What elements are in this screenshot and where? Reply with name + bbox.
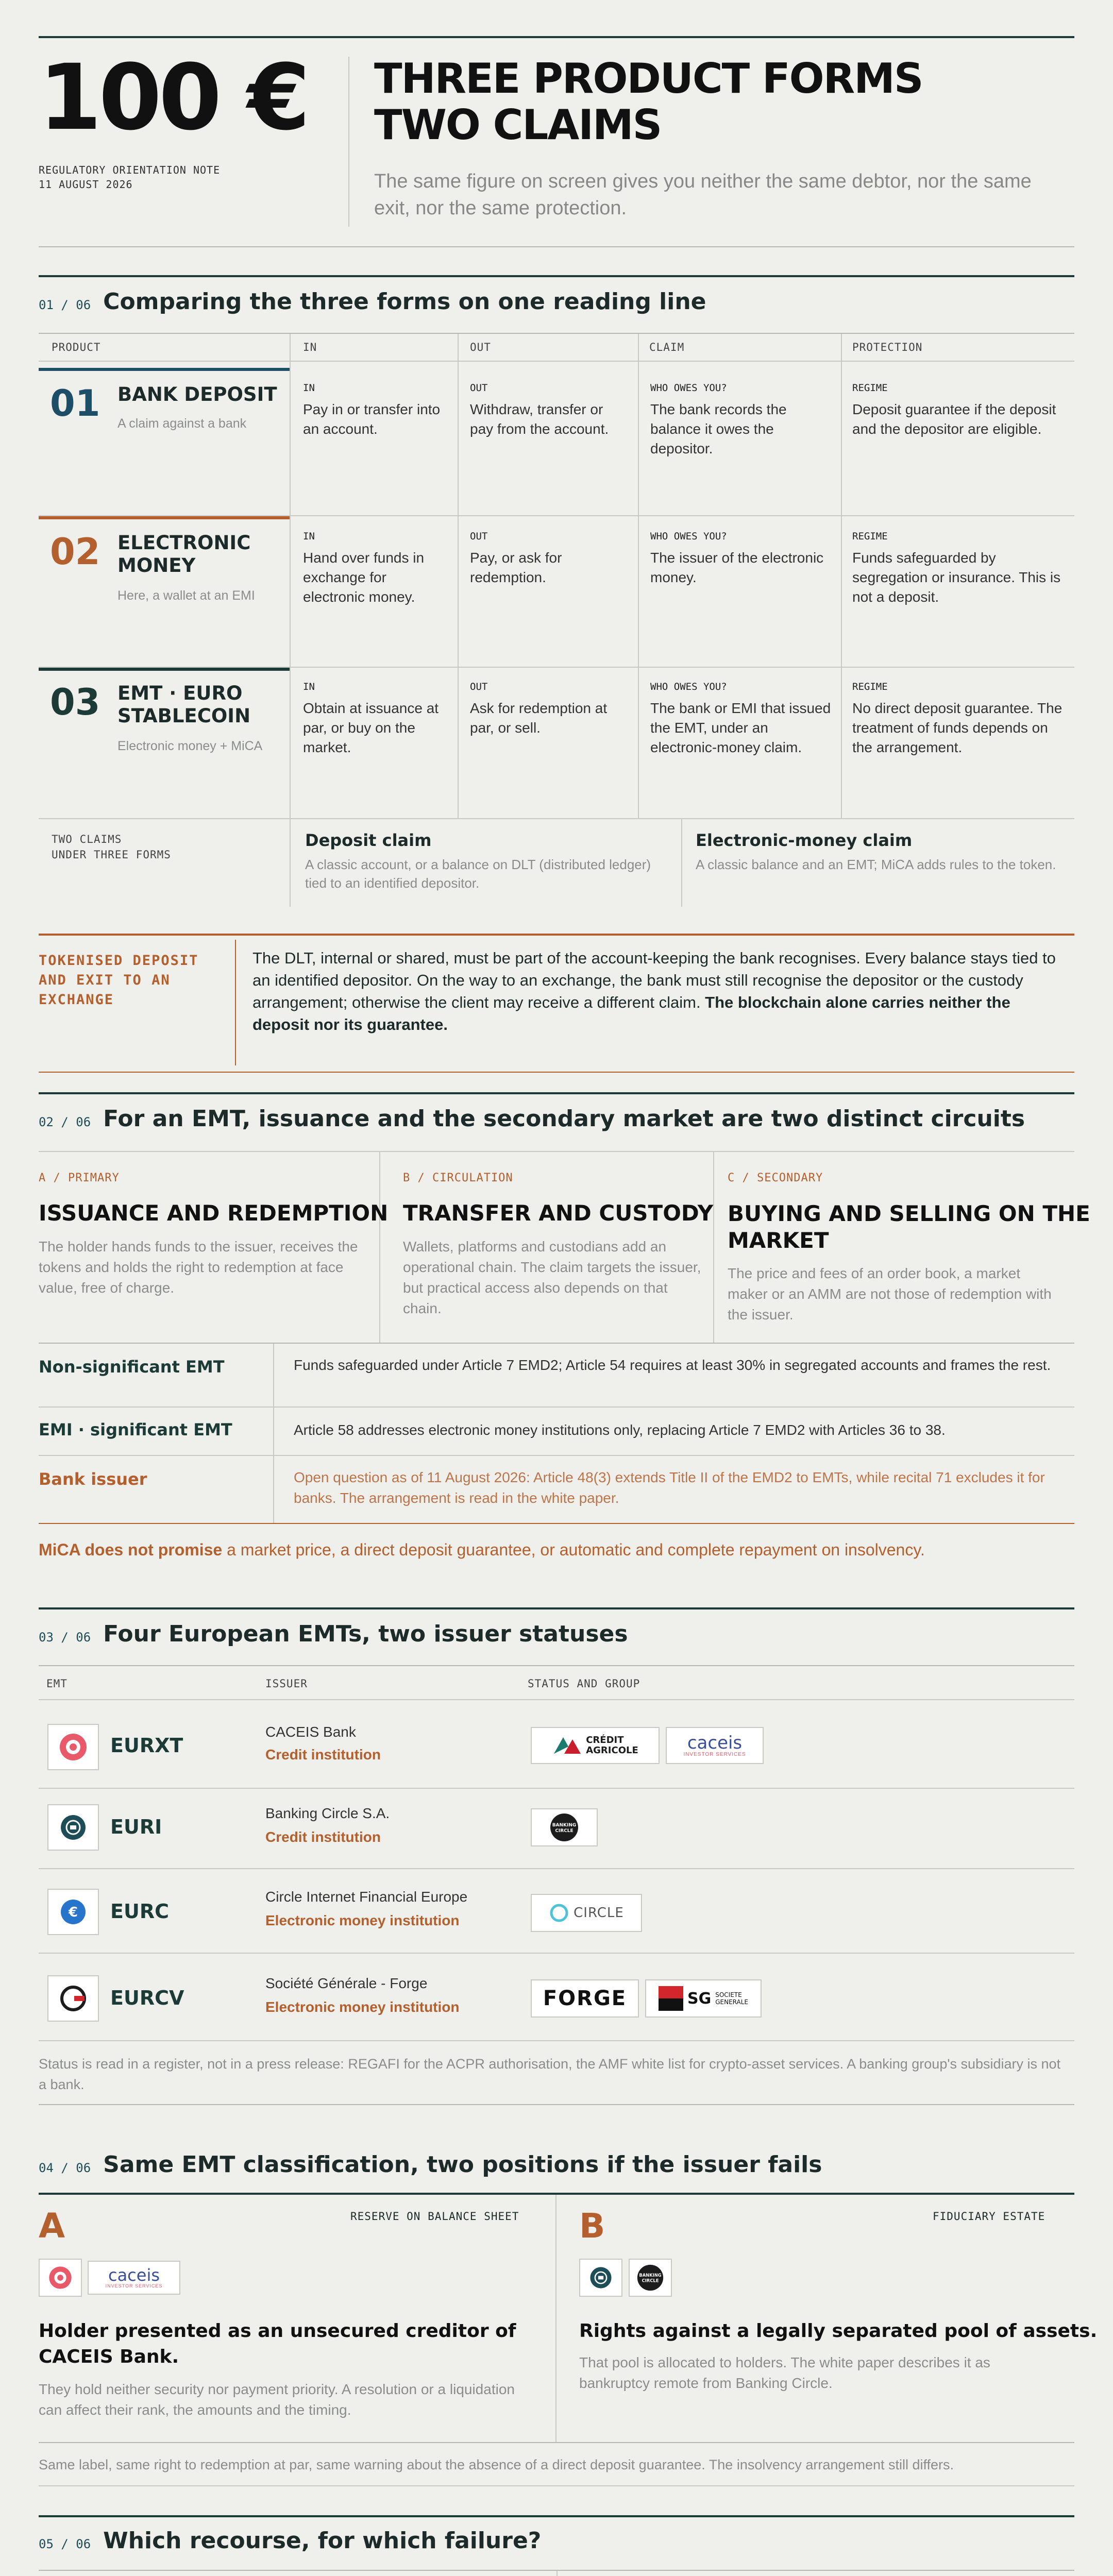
- caceis-sub: INVESTOR SERVICES: [683, 1751, 746, 1757]
- s4-b-title: Rights against a legally separated pool of assets.: [579, 2320, 1098, 2342]
- eurxt-icon: [47, 1724, 99, 1770]
- row2-claim: The issuer of the electronic money.: [650, 550, 824, 585]
- s4-caceis-logo: [88, 2261, 180, 2295]
- row2-in: Hand over funds in exchange for electronic money.: [303, 550, 425, 605]
- header-subtitle: The same figure on screen gives you neither the same debtor, nor the same exit, nor the same protection.: [374, 171, 1032, 219]
- s2-col-c-title2: MARKET: [728, 1228, 829, 1253]
- credit-agricole-logo: [531, 1727, 660, 1764]
- eurcv-issuer: Société Générale - Forge: [265, 1975, 428, 1991]
- s3-note: Status is read in a register, not in a press release: REGAFI for the ACPR authorisation, the AMF white list for crypto-asset services. A banking group's subsidiary is not a bank.: [39, 2056, 1061, 2092]
- eurxt-issuer: CACEIS Bank: [265, 1724, 356, 1740]
- row1-prot: Deposit guarantee if the deposit and the depositor are eligible.: [852, 401, 1056, 437]
- row2-prot-label: REGIME: [852, 531, 888, 542]
- header-bottom-rule: [39, 246, 1074, 247]
- s3-col-issuer: ISSUER: [265, 1677, 308, 1690]
- s2-mica-text: a market price, a direct deposit guarantee, or automatic and complete repayment on insolvency.: [222, 1540, 925, 1559]
- s2-number: 02 / 06: [39, 1115, 91, 1129]
- s2-col-c-text: The price and fees of an order book, a market maker or an AMM are not those of redemption with the issuer.: [728, 1265, 1052, 1323]
- row1-claim-label: WHO OWES YOU?: [650, 382, 727, 394]
- big-value: 100 €: [39, 45, 308, 150]
- row2-sub: Here, a wallet at an EMI: [117, 588, 255, 603]
- row2-claim-label: WHO OWES YOU?: [650, 531, 727, 542]
- claim-a-title: Deposit claim: [305, 831, 432, 850]
- s5-heading: [39, 2528, 541, 2554]
- societe-generale-logo: [645, 1979, 762, 2018]
- callout-bold: The blockchain alone carries neither the deposit nor its guarantee.: [252, 993, 1010, 1033]
- row2-out: Pay, or ask for redemption.: [470, 550, 562, 585]
- s2-col-c-title1: BUYING AND SELLING ON THE: [728, 1201, 1090, 1226]
- s4-banking-circle-word1: BANKING: [639, 2273, 662, 2278]
- euri-ticker: EURI: [110, 1816, 162, 1838]
- eurxt-status: Credit institution: [265, 1747, 381, 1762]
- row3-prot-label: REGIME: [852, 681, 888, 692]
- forge-logo: [531, 1979, 639, 2018]
- s4-caceis-sub: INVESTOR SERVICES: [105, 2283, 163, 2289]
- col-in: IN: [303, 341, 317, 353]
- col-protection: PROTECTION: [852, 341, 923, 353]
- col-product: PRODUCT: [52, 341, 101, 353]
- row3-name1: EMT · EURO: [117, 682, 243, 704]
- s2-col-b-title: TRANSFER AND CUSTODY: [403, 1200, 714, 1226]
- s4-title: Same EMT classification, two positions if the issuer fails: [103, 2151, 822, 2178]
- row2-name1: ELECTRONIC: [117, 532, 251, 554]
- row3-out: Ask for redemption at par, or sell.: [470, 700, 608, 736]
- s4-note: Same label, same right to redemption at par, same warning about the absence of a direct deposit guarantee. The insolvency arrangement still differs.: [39, 2457, 954, 2472]
- euri-icon: [47, 1804, 99, 1851]
- euri-issuer: Banking Circle S.A.: [265, 1805, 390, 1821]
- sg-word2: GENERALE: [715, 1998, 748, 2006]
- s4-caceis-word: caceis: [108, 2265, 160, 2285]
- row3-claim-label: WHO OWES YOU?: [650, 681, 727, 692]
- s4-banking-circle-logo: [629, 2259, 672, 2297]
- s4-b-text: That pool is allocated to holders. The white paper describes it as bankruptcy remote from Banking Circle.: [579, 2354, 990, 2391]
- s2-row2-text: Article 58 addresses electronic money institutions only, replacing Article 7 EMD2 with Articles 36 to 38.: [294, 1422, 946, 1438]
- s4-rule: [39, 2193, 1074, 2195]
- row1-claim: The bank records the balance it owes the depositor.: [650, 401, 787, 456]
- eurc-status: Electronic money institution: [265, 1912, 460, 1928]
- s4-banking-circle-word2: CIRCLE: [642, 2278, 659, 2283]
- s4-a-letter: A: [39, 2206, 65, 2246]
- s4-a-tag: RESERVE ON BALANCE SHEET: [350, 2210, 519, 2223]
- eurc-icon: [47, 1889, 99, 1935]
- row1-prot-label: REGIME: [852, 382, 888, 394]
- s3-title: Four European EMTs, two issuer statuses: [103, 1621, 628, 1647]
- s2-heading: [39, 1106, 1025, 1132]
- s4-heading: [39, 2151, 822, 2178]
- s2-row3-text: Open question as of 11 August 2026: Article 48(3) extends Title II of the EMD2 to EMTs, while recital 71 excludes it for banks. The arrangement is read in the white paper.: [294, 1469, 1045, 1506]
- row2-out-label: OUT: [470, 531, 488, 542]
- s1-table-top: [39, 333, 1074, 334]
- banking-circle-logo: [531, 1808, 598, 1846]
- s4-a-title1: Holder presented as an unsecured creditor of: [39, 2320, 516, 2342]
- s1-number: 01 / 06: [39, 298, 91, 312]
- header-title-line1: THREE PRODUCT FORMS: [374, 55, 923, 103]
- credit-agricole-word1: CRÉDIT: [586, 1735, 624, 1745]
- row3-claim: The bank or EMI that issued the EMT, under an electronic-money claim.: [650, 700, 831, 755]
- row1-out: Withdraw, transfer or pay from the account.: [470, 401, 609, 437]
- callout-rule: [39, 934, 1074, 936]
- s2-col-a-tag: A / PRIMARY: [39, 1172, 120, 1184]
- row3-num: 03: [50, 681, 100, 723]
- eurcv-icon: [47, 1975, 99, 2022]
- svg-text:€: €: [68, 1905, 78, 1920]
- s4-b-letter: B: [579, 2206, 605, 2246]
- s2-row1-label: Non-significant EMT: [39, 1357, 225, 1377]
- s2-col-a-title: ISSUANCE AND REDEMPTION: [39, 1200, 389, 1226]
- row2-prot: Funds safeguarded by segregation or insurance. This is not a deposit.: [852, 550, 1061, 605]
- s5-number: 05 / 06: [39, 2537, 91, 2551]
- caceis-logo: [666, 1727, 764, 1764]
- header-date: 11 AUGUST 2026: [39, 178, 133, 191]
- s1-heading: [39, 289, 706, 315]
- row1-in-label: IN: [303, 382, 315, 394]
- row3-in-label: IN: [303, 681, 315, 692]
- row1-sub: A claim against a bank: [117, 416, 247, 431]
- s4-a-text: They hold neither security nor payment priority. A resolution or a liquidation can affect their rank, the amounts and the timing.: [39, 2381, 515, 2418]
- s4-caceis-icon: [39, 2259, 82, 2297]
- s3-rule: [39, 1607, 1074, 1609]
- eurcv-ticker: EURCV: [110, 1987, 184, 2009]
- sg-word1: SOCIETE: [715, 1991, 742, 1998]
- header-title-line2: TWO CLAIMS: [374, 101, 662, 149]
- s2-mica: [39, 1540, 925, 1560]
- s3-number: 03 / 06: [39, 1630, 91, 1645]
- s1-head-bottom: [39, 361, 1074, 362]
- note-label: REGULATORY ORIENTATION NOTE: [39, 164, 221, 176]
- callout-bottom: [39, 1072, 1074, 1073]
- s2-row3-label: Bank issuer: [39, 1469, 147, 1489]
- row2-name2: MONEY: [117, 554, 196, 577]
- s2-title: For an EMT, issuance and the secondary market are two distinct circuits: [103, 1106, 1025, 1132]
- s2-mica-bold: MiCA does not promise: [39, 1540, 223, 1559]
- col-out: OUT: [470, 341, 491, 353]
- s4-b-tag: FIDUCIARY ESTATE: [933, 2210, 1045, 2223]
- eurxt-ticker: EURXT: [110, 1734, 183, 1757]
- s1-title: Comparing the three forms on one reading line: [103, 289, 706, 315]
- row1-out-label: OUT: [470, 382, 488, 394]
- eurcv-status: Electronic money institution: [265, 1999, 460, 2015]
- circle-logo: [531, 1894, 642, 1932]
- callout-label: TOKENISED DEPOSIT AND EXIT TO AN EXCHANGE: [39, 953, 199, 1008]
- row3-prot: No direct deposit guarantee. The treatment of funds depends on the arrangement.: [852, 700, 1063, 755]
- s2-row1-text: Funds safeguarded under Article 7 EMD2; Article 54 requires at least 30% in segregated accounts and frames the rest.: [294, 1357, 1051, 1373]
- callout-text: [252, 947, 1067, 1036]
- row1-in: Pay in or transfer into an account.: [303, 401, 441, 437]
- eurc-issuer: Circle Internet Financial Europe: [265, 1889, 468, 1905]
- col-claim: CLAIM: [649, 341, 685, 353]
- row1-num: 01: [50, 382, 100, 425]
- top-rule: [39, 36, 1074, 38]
- forge-word: FORGE: [543, 1987, 627, 2010]
- row3-name2: STABLECOIN: [117, 705, 251, 727]
- s4-number: 04 / 06: [39, 2161, 91, 2175]
- callout-body: The DLT, internal or shared, must be part of the account-keeping the bank recognises. Every balance stays tied to an identified depositor. On the way to an exchange, the bank must still recognise the depositor or the custody arrangement; otherwise the client may receive a different claim.: [252, 949, 1056, 1011]
- row1-name: BANK DEPOSIT: [117, 383, 277, 405]
- caceis-word: caceis: [687, 1732, 743, 1753]
- circle-word: CIRCLE: [574, 1905, 624, 1921]
- s2-col-b-tag: B / CIRCULATION: [403, 1172, 513, 1184]
- s4-a-title2: CACEIS Bank.: [39, 2346, 179, 2367]
- row3-in: Obtain at issuance at par, or buy on the market.: [303, 700, 439, 755]
- row1-bar: [39, 368, 290, 371]
- banking-circle-word1: BANKING: [552, 1823, 577, 1828]
- row3-out-label: OUT: [470, 681, 488, 692]
- row2-bar: [39, 516, 290, 519]
- s2-col-a-text: The holder hands funds to the issuer, receives the tokens and holds the right to redemption at face value, free of charge.: [39, 1239, 358, 1296]
- claim-a-text: A classic account, or a balance on DLT (distributed ledger) tied to an identified depositor.: [305, 857, 651, 891]
- s2-col-c-tag: C / SECONDARY: [728, 1172, 823, 1184]
- row3-bar: [39, 668, 290, 671]
- callout-divider: [235, 940, 236, 1065]
- s5-title: Which recourse, for which failure?: [103, 2528, 542, 2554]
- claims-label-2: UNDER THREE FORMS: [52, 849, 171, 861]
- banking-circle-word2: CIRCLE: [555, 1828, 574, 1834]
- row2-in-label: IN: [303, 531, 315, 542]
- credit-agricole-word2: AGRICOLE: [586, 1745, 638, 1756]
- s3-col-emt: EMT: [46, 1677, 68, 1690]
- s2-col-b-text: Wallets, platforms and custodians add an operational chain. The claim targets the issuer, but practical access also depends on that chain.: [403, 1239, 701, 1316]
- claim-b-title: Electronic-money claim: [696, 831, 913, 850]
- claim-b-text: A classic balance and an EMT; MiCA adds rules to the token.: [696, 857, 1056, 872]
- header-divider: [348, 57, 349, 227]
- row2-num: 02: [50, 531, 100, 573]
- s5-rule: [39, 2515, 1074, 2517]
- sg-word: SG: [687, 1989, 712, 2008]
- s3-heading: [39, 1621, 628, 1647]
- eurc-ticker: EURC: [110, 1900, 169, 1923]
- euri-status: Credit institution: [265, 1829, 381, 1845]
- row3-sub: Electronic money + MiCA: [117, 739, 263, 753]
- s2-row2-label: EMI · significant EMT: [39, 1420, 232, 1439]
- s4-euri-icon: [579, 2259, 622, 2297]
- claims-label-1: TWO CLAIMS: [52, 833, 122, 845]
- s2-rule: [39, 1092, 1074, 1094]
- s3-col-status: STATUS AND GROUP: [528, 1677, 640, 1690]
- s1-rule: [39, 275, 1074, 277]
